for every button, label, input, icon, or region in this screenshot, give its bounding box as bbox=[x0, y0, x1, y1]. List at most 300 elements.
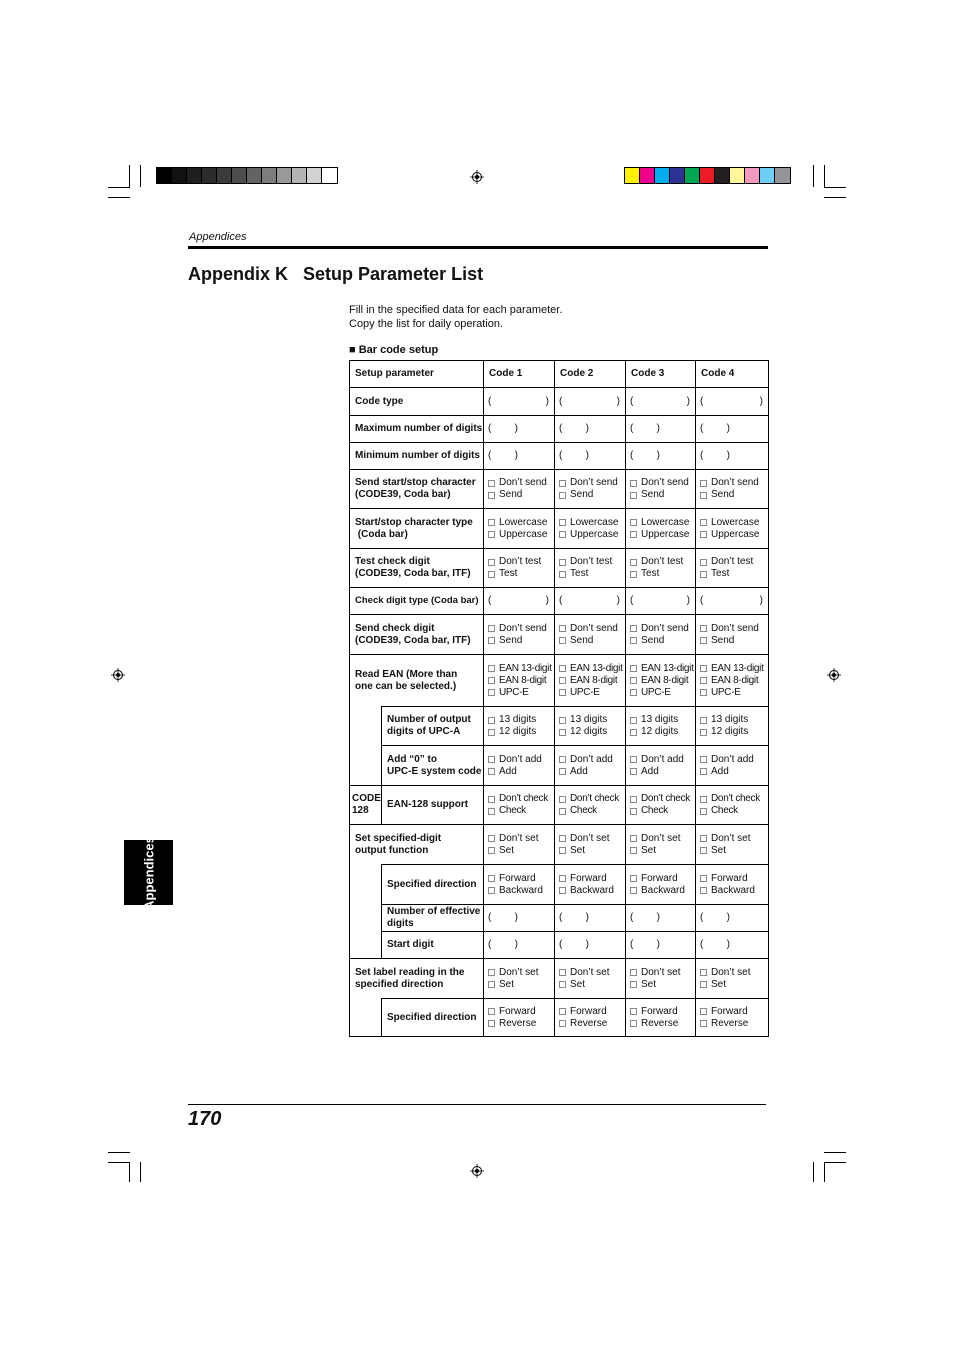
checkbox-icon[interactable] bbox=[488, 689, 495, 696]
checkbox-icon[interactable] bbox=[488, 756, 495, 763]
checkbox-icon[interactable] bbox=[559, 559, 566, 566]
option-item[interactable] bbox=[700, 477, 768, 489]
code-value-cell[interactable] bbox=[555, 470, 626, 509]
option-item[interactable] bbox=[488, 726, 554, 738]
option-item[interactable] bbox=[630, 1018, 695, 1030]
option-item[interactable] bbox=[700, 687, 768, 699]
checkbox-icon[interactable] bbox=[700, 756, 707, 763]
code-value-cell[interactable] bbox=[555, 746, 626, 786]
checkbox-icon[interactable] bbox=[559, 768, 566, 775]
option-item[interactable] bbox=[488, 885, 554, 897]
checkbox-icon[interactable] bbox=[630, 808, 637, 815]
option-item[interactable] bbox=[700, 489, 768, 501]
code-value-cell[interactable] bbox=[696, 655, 769, 707]
checkbox-icon[interactable] bbox=[630, 559, 637, 566]
option-item[interactable] bbox=[700, 556, 768, 568]
code-value-cell[interactable] bbox=[626, 746, 696, 786]
checkbox-icon[interactable] bbox=[559, 480, 566, 487]
checkbox-icon[interactable] bbox=[559, 981, 566, 988]
code-value-cell[interactable] bbox=[696, 999, 769, 1037]
checkbox-icon[interactable] bbox=[630, 677, 637, 684]
code-value-cell[interactable] bbox=[626, 905, 696, 932]
code-value-cell[interactable] bbox=[696, 786, 769, 825]
blank-entry-field[interactable] bbox=[700, 396, 768, 408]
checkbox-icon[interactable] bbox=[488, 637, 495, 644]
checkbox-icon[interactable] bbox=[630, 637, 637, 644]
checkbox-icon[interactable] bbox=[700, 571, 707, 578]
option-item[interactable] bbox=[488, 766, 554, 778]
code-value-cell[interactable] bbox=[555, 509, 626, 549]
code-value-cell[interactable] bbox=[484, 588, 555, 615]
code-value-cell[interactable] bbox=[484, 932, 555, 959]
checkbox-icon[interactable] bbox=[488, 1020, 495, 1027]
code-value-cell[interactable] bbox=[555, 443, 626, 470]
blank-entry-field[interactable] bbox=[630, 939, 665, 951]
code-value-cell[interactable] bbox=[626, 416, 696, 443]
checkbox-icon[interactable] bbox=[559, 835, 566, 842]
checkbox-icon[interactable] bbox=[559, 969, 566, 976]
option-item[interactable] bbox=[559, 556, 625, 568]
option-item[interactable] bbox=[700, 529, 768, 541]
code-value-cell[interactable] bbox=[626, 655, 696, 707]
code-value-cell[interactable] bbox=[696, 865, 769, 905]
code-value-cell[interactable] bbox=[626, 707, 696, 746]
checkbox-icon[interactable] bbox=[559, 756, 566, 763]
checkbox-icon[interactable] bbox=[559, 637, 566, 644]
option-item[interactable] bbox=[630, 885, 695, 897]
code-value-cell[interactable] bbox=[484, 707, 555, 746]
code-value-cell[interactable] bbox=[696, 615, 769, 655]
code-value-cell[interactable] bbox=[484, 865, 555, 905]
option-item[interactable] bbox=[700, 517, 768, 529]
checkbox-icon[interactable] bbox=[559, 1020, 566, 1027]
checkbox-icon[interactable] bbox=[630, 1020, 637, 1027]
option-item[interactable] bbox=[630, 979, 695, 991]
blank-entry-field[interactable] bbox=[700, 595, 768, 607]
checkbox-icon[interactable] bbox=[630, 887, 637, 894]
option-item[interactable] bbox=[630, 556, 695, 568]
checkbox-icon[interactable] bbox=[559, 847, 566, 854]
option-item[interactable] bbox=[630, 675, 695, 687]
checkbox-icon[interactable] bbox=[630, 665, 637, 672]
code-value-cell[interactable] bbox=[626, 388, 696, 416]
code-value-cell[interactable] bbox=[484, 825, 555, 865]
checkbox-icon[interactable] bbox=[630, 531, 637, 538]
blank-entry-field[interactable] bbox=[559, 939, 594, 951]
option-item[interactable] bbox=[488, 687, 554, 699]
code-value-cell[interactable] bbox=[484, 786, 555, 825]
option-item[interactable] bbox=[630, 833, 695, 845]
blank-entry-field[interactable] bbox=[630, 423, 665, 435]
code-value-cell[interactable] bbox=[555, 959, 626, 999]
checkbox-icon[interactable] bbox=[700, 847, 707, 854]
code-value-cell[interactable] bbox=[626, 615, 696, 655]
code-value-cell[interactable] bbox=[696, 549, 769, 588]
checkbox-icon[interactable] bbox=[630, 689, 637, 696]
checkbox-icon[interactable] bbox=[700, 625, 707, 632]
checkbox-icon[interactable] bbox=[488, 729, 495, 736]
checkbox-icon[interactable] bbox=[488, 531, 495, 538]
checkbox-icon[interactable] bbox=[700, 768, 707, 775]
option-item[interactable] bbox=[488, 1006, 554, 1018]
option-item[interactable] bbox=[630, 754, 695, 766]
checkbox-icon[interactable] bbox=[488, 887, 495, 894]
checkbox-icon[interactable] bbox=[488, 847, 495, 854]
option-item[interactable] bbox=[630, 477, 695, 489]
code-value-cell[interactable] bbox=[555, 786, 626, 825]
code-value-cell[interactable] bbox=[696, 509, 769, 549]
option-item[interactable] bbox=[559, 568, 625, 580]
blank-entry-field[interactable] bbox=[700, 423, 735, 435]
blank-entry-field[interactable] bbox=[559, 423, 594, 435]
option-item[interactable] bbox=[700, 833, 768, 845]
option-item[interactable] bbox=[630, 489, 695, 501]
code-value-cell[interactable] bbox=[484, 443, 555, 470]
option-item[interactable] bbox=[700, 726, 768, 738]
checkbox-icon[interactable] bbox=[700, 665, 707, 672]
option-item[interactable] bbox=[700, 1006, 768, 1018]
option-item[interactable] bbox=[559, 793, 625, 805]
code-value-cell[interactable] bbox=[555, 865, 626, 905]
option-item[interactable] bbox=[488, 489, 554, 501]
code-value-cell[interactable] bbox=[555, 999, 626, 1037]
checkbox-icon[interactable] bbox=[700, 835, 707, 842]
option-item[interactable] bbox=[700, 663, 768, 675]
option-item[interactable] bbox=[700, 805, 768, 817]
code-value-cell[interactable] bbox=[696, 443, 769, 470]
code-value-cell[interactable] bbox=[555, 588, 626, 615]
code-value-cell[interactable] bbox=[626, 470, 696, 509]
code-value-cell[interactable] bbox=[484, 655, 555, 707]
checkbox-icon[interactable] bbox=[488, 796, 495, 803]
checkbox-icon[interactable] bbox=[559, 677, 566, 684]
option-item[interactable] bbox=[559, 805, 625, 817]
option-item[interactable] bbox=[700, 873, 768, 885]
option-item[interactable] bbox=[559, 885, 625, 897]
blank-entry-field[interactable] bbox=[700, 939, 735, 951]
option-item[interactable] bbox=[559, 675, 625, 687]
checkbox-icon[interactable] bbox=[700, 808, 707, 815]
code-value-cell[interactable] bbox=[696, 707, 769, 746]
code-value-cell[interactable] bbox=[484, 549, 555, 588]
code-value-cell[interactable] bbox=[626, 865, 696, 905]
close-paren: ) bbox=[656, 939, 661, 950]
checkbox-icon[interactable] bbox=[700, 531, 707, 538]
code-value-cell[interactable] bbox=[555, 416, 626, 443]
option-item[interactable] bbox=[559, 766, 625, 778]
option-item[interactable] bbox=[630, 623, 695, 635]
option-item[interactable] bbox=[700, 967, 768, 979]
checkbox-icon[interactable] bbox=[700, 677, 707, 684]
blank-entry-field[interactable] bbox=[630, 595, 695, 607]
checkbox-icon[interactable] bbox=[488, 492, 495, 499]
option-item[interactable] bbox=[700, 979, 768, 991]
code-value-cell[interactable] bbox=[484, 959, 555, 999]
option-item[interactable] bbox=[700, 754, 768, 766]
blank-entry-field[interactable] bbox=[630, 912, 665, 924]
checkbox-icon[interactable] bbox=[700, 969, 707, 976]
option-item[interactable] bbox=[559, 517, 625, 529]
checkbox-icon[interactable] bbox=[630, 729, 637, 736]
option-item[interactable] bbox=[488, 675, 554, 687]
option-item[interactable] bbox=[630, 793, 695, 805]
code-value-cell[interactable] bbox=[484, 470, 555, 509]
checkbox-icon[interactable] bbox=[559, 625, 566, 632]
code-value-cell[interactable] bbox=[626, 443, 696, 470]
code-value-cell[interactable] bbox=[555, 905, 626, 932]
checkbox-icon[interactable] bbox=[630, 835, 637, 842]
code-value-cell[interactable] bbox=[484, 999, 555, 1037]
checkbox-icon[interactable] bbox=[488, 665, 495, 672]
option-item[interactable] bbox=[559, 754, 625, 766]
option-item[interactable] bbox=[559, 714, 625, 726]
checkbox-icon[interactable] bbox=[700, 717, 707, 724]
checkbox-icon[interactable] bbox=[488, 969, 495, 976]
code-value-cell[interactable] bbox=[696, 825, 769, 865]
checkbox-icon[interactable] bbox=[630, 625, 637, 632]
option-item[interactable] bbox=[559, 726, 625, 738]
option-item[interactable] bbox=[488, 793, 554, 805]
code-value-cell[interactable] bbox=[484, 615, 555, 655]
checkbox-icon[interactable] bbox=[559, 492, 566, 499]
option-item[interactable] bbox=[630, 766, 695, 778]
close-paren: ) bbox=[545, 395, 550, 407]
blank-entry-field[interactable] bbox=[630, 396, 695, 408]
option-item[interactable] bbox=[700, 675, 768, 687]
option-item[interactable] bbox=[488, 635, 554, 647]
option-item[interactable] bbox=[559, 489, 625, 501]
checkbox-icon[interactable] bbox=[488, 480, 495, 487]
checkbox-icon[interactable] bbox=[630, 492, 637, 499]
calibration-swatch bbox=[715, 168, 730, 183]
blank-entry-field[interactable] bbox=[559, 450, 594, 462]
checkbox-icon[interactable] bbox=[559, 717, 566, 724]
option-item[interactable] bbox=[700, 635, 768, 647]
option-item[interactable] bbox=[488, 714, 554, 726]
checkbox-icon[interactable] bbox=[700, 1020, 707, 1027]
option-item[interactable] bbox=[630, 529, 695, 541]
option-item[interactable] bbox=[630, 873, 695, 885]
checkbox-icon[interactable] bbox=[630, 847, 637, 854]
code-value-cell[interactable] bbox=[484, 905, 555, 932]
checkbox-icon[interactable] bbox=[559, 875, 566, 882]
code-value-cell[interactable] bbox=[484, 416, 555, 443]
option-label: EAN 13-digit bbox=[570, 662, 623, 674]
checkbox-icon[interactable] bbox=[488, 625, 495, 632]
checkbox-icon[interactable] bbox=[488, 677, 495, 684]
option-item[interactable] bbox=[488, 568, 554, 580]
option-item[interactable] bbox=[559, 979, 625, 991]
blank-entry-field[interactable] bbox=[488, 912, 523, 924]
checkbox-icon[interactable] bbox=[630, 796, 637, 803]
option-item[interactable] bbox=[630, 635, 695, 647]
option-item[interactable] bbox=[630, 967, 695, 979]
checkbox-icon[interactable] bbox=[630, 768, 637, 775]
option-item[interactable] bbox=[700, 845, 768, 857]
option-item[interactable] bbox=[630, 714, 695, 726]
checkbox-icon[interactable] bbox=[559, 531, 566, 538]
code-value-cell[interactable] bbox=[696, 746, 769, 786]
checkbox-icon[interactable] bbox=[559, 808, 566, 815]
checkbox-icon[interactable] bbox=[700, 1008, 707, 1015]
code-value-cell[interactable] bbox=[484, 746, 555, 786]
checkbox-icon[interactable] bbox=[559, 689, 566, 696]
option-item[interactable] bbox=[700, 623, 768, 635]
option-item[interactable] bbox=[488, 979, 554, 991]
code-value-cell[interactable] bbox=[484, 509, 555, 549]
option-item[interactable] bbox=[630, 726, 695, 738]
checkbox-icon[interactable] bbox=[630, 1008, 637, 1015]
blank-entry-field[interactable] bbox=[700, 912, 735, 924]
checkbox-icon[interactable] bbox=[559, 887, 566, 894]
option-item[interactable] bbox=[700, 714, 768, 726]
option-item[interactable] bbox=[488, 833, 554, 845]
option-item[interactable] bbox=[559, 663, 625, 675]
option-item[interactable] bbox=[488, 967, 554, 979]
option-item[interactable] bbox=[700, 766, 768, 778]
checkbox-icon[interactable] bbox=[559, 796, 566, 803]
code-value-cell[interactable] bbox=[555, 549, 626, 588]
blank-entry-field[interactable] bbox=[630, 450, 665, 462]
option-item[interactable] bbox=[488, 529, 554, 541]
checkbox-icon[interactable] bbox=[559, 665, 566, 672]
option-item[interactable] bbox=[559, 967, 625, 979]
code-value-cell[interactable] bbox=[696, 388, 769, 416]
code-value-cell[interactable] bbox=[555, 655, 626, 707]
blank-entry-field[interactable] bbox=[488, 450, 523, 462]
code-value-cell[interactable] bbox=[484, 388, 555, 416]
checkbox-icon[interactable] bbox=[700, 689, 707, 696]
checkbox-icon[interactable] bbox=[488, 835, 495, 842]
checkbox-icon[interactable] bbox=[488, 875, 495, 882]
checkbox-icon[interactable] bbox=[630, 480, 637, 487]
code-value-cell[interactable] bbox=[626, 932, 696, 959]
checkbox-icon[interactable] bbox=[488, 559, 495, 566]
option-item[interactable] bbox=[488, 1018, 554, 1030]
checkbox-icon[interactable] bbox=[700, 887, 707, 894]
code-value-cell[interactable] bbox=[555, 932, 626, 959]
option-item[interactable] bbox=[488, 873, 554, 885]
checkbox-icon[interactable] bbox=[700, 637, 707, 644]
checkbox-icon[interactable] bbox=[488, 519, 495, 526]
code-value-cell[interactable] bbox=[555, 388, 626, 416]
checkbox-icon[interactable] bbox=[630, 969, 637, 976]
option-item[interactable] bbox=[559, 833, 625, 845]
option-item[interactable] bbox=[700, 885, 768, 897]
checkbox-icon[interactable] bbox=[700, 729, 707, 736]
blank-entry-field[interactable] bbox=[559, 396, 625, 408]
option-item[interactable] bbox=[488, 805, 554, 817]
option-item[interactable] bbox=[559, 687, 625, 699]
code-value-cell[interactable] bbox=[696, 905, 769, 932]
option-item[interactable] bbox=[559, 845, 625, 857]
checkbox-icon[interactable] bbox=[488, 1008, 495, 1015]
code-value-cell[interactable] bbox=[696, 416, 769, 443]
code-value-cell[interactable] bbox=[696, 588, 769, 615]
option-item[interactable] bbox=[559, 1018, 625, 1030]
option-item[interactable] bbox=[488, 556, 554, 568]
option-item[interactable] bbox=[559, 635, 625, 647]
blank-entry-field[interactable] bbox=[559, 595, 625, 607]
code-value-cell[interactable] bbox=[696, 932, 769, 959]
option-item[interactable] bbox=[700, 1018, 768, 1030]
checkbox-icon[interactable] bbox=[700, 480, 707, 487]
option-item[interactable] bbox=[488, 517, 554, 529]
option-item[interactable] bbox=[700, 568, 768, 580]
checkbox-icon[interactable] bbox=[630, 756, 637, 763]
code-value-cell[interactable] bbox=[626, 509, 696, 549]
checkbox-icon[interactable] bbox=[700, 559, 707, 566]
checkbox-icon[interactable] bbox=[700, 519, 707, 526]
option-item[interactable] bbox=[488, 754, 554, 766]
checkbox-icon[interactable] bbox=[559, 571, 566, 578]
checkbox-icon[interactable] bbox=[559, 1008, 566, 1015]
code-value-cell[interactable] bbox=[626, 999, 696, 1037]
checkbox-icon[interactable] bbox=[700, 796, 707, 803]
blank-entry-field[interactable] bbox=[488, 595, 554, 607]
code-value-cell[interactable] bbox=[555, 615, 626, 655]
option-item[interactable] bbox=[630, 1006, 695, 1018]
option-item[interactable] bbox=[488, 477, 554, 489]
option-item[interactable] bbox=[630, 568, 695, 580]
option-item[interactable] bbox=[488, 623, 554, 635]
code-value-cell[interactable] bbox=[696, 470, 769, 509]
option-item[interactable] bbox=[700, 793, 768, 805]
code-value-cell[interactable] bbox=[626, 588, 696, 615]
code-value-cell[interactable] bbox=[555, 707, 626, 746]
code-value-cell[interactable] bbox=[555, 825, 626, 865]
checkbox-icon[interactable] bbox=[488, 808, 495, 815]
checkbox-icon[interactable] bbox=[488, 981, 495, 988]
option-item[interactable] bbox=[630, 517, 695, 529]
option-item[interactable] bbox=[630, 845, 695, 857]
blank-entry-field[interactable] bbox=[488, 396, 554, 408]
option-item[interactable] bbox=[559, 1006, 625, 1018]
checkbox-icon[interactable] bbox=[559, 519, 566, 526]
blank-entry-field[interactable] bbox=[559, 912, 594, 924]
blank-entry-field[interactable] bbox=[488, 939, 523, 951]
option-item[interactable] bbox=[559, 477, 625, 489]
checkbox-icon[interactable] bbox=[630, 717, 637, 724]
code-value-cell[interactable] bbox=[626, 959, 696, 999]
option-item[interactable] bbox=[488, 845, 554, 857]
checkbox-icon[interactable] bbox=[488, 717, 495, 724]
checkbox-icon[interactable] bbox=[488, 768, 495, 775]
checkbox-icon[interactable] bbox=[700, 981, 707, 988]
option-item[interactable] bbox=[559, 623, 625, 635]
checkbox-icon[interactable] bbox=[630, 571, 637, 578]
option-item[interactable] bbox=[488, 663, 554, 675]
blank-entry-field[interactable] bbox=[488, 423, 523, 435]
option-item[interactable] bbox=[630, 663, 695, 675]
checkbox-icon[interactable] bbox=[630, 981, 637, 988]
option-item[interactable] bbox=[630, 805, 695, 817]
checkbox-icon[interactable] bbox=[630, 519, 637, 526]
checkbox-icon[interactable] bbox=[700, 875, 707, 882]
blank-entry-field[interactable] bbox=[700, 450, 735, 462]
checkbox-icon[interactable] bbox=[488, 571, 495, 578]
option-item[interactable] bbox=[559, 529, 625, 541]
code-value-cell[interactable] bbox=[626, 825, 696, 865]
checkbox-icon[interactable] bbox=[700, 492, 707, 499]
checkbox-icon[interactable] bbox=[630, 875, 637, 882]
option-item[interactable] bbox=[559, 873, 625, 885]
checkbox-icon[interactable] bbox=[559, 729, 566, 736]
option-item[interactable] bbox=[630, 687, 695, 699]
code-value-cell[interactable] bbox=[626, 786, 696, 825]
code-value-cell[interactable] bbox=[696, 959, 769, 999]
code-value-cell[interactable] bbox=[626, 549, 696, 588]
